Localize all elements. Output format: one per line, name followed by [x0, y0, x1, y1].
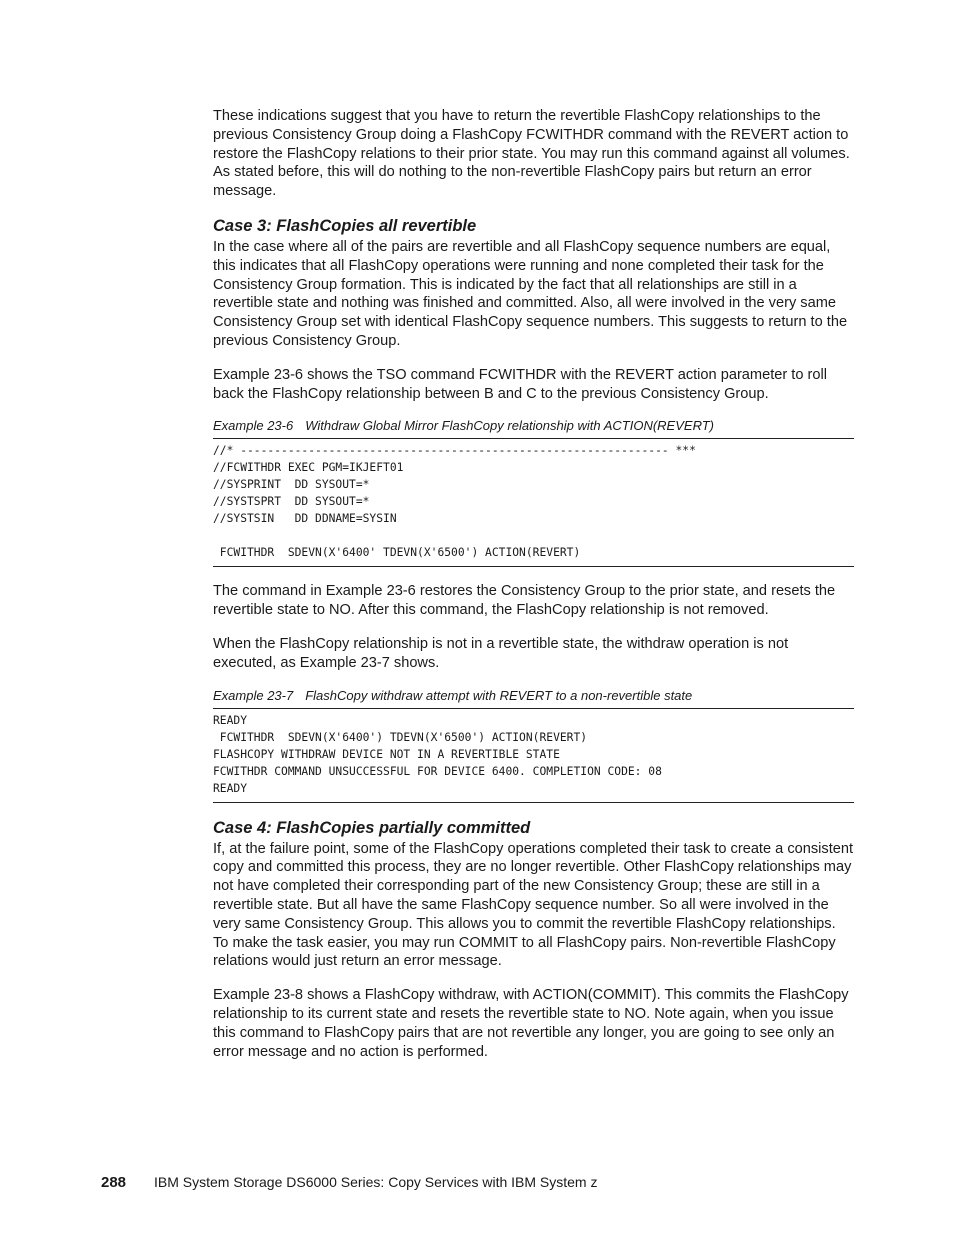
page-content [213, 107, 854, 1076]
page-number: 288 [101, 1174, 127, 1191]
paragraph: These indications suggest that you have to return the revertible FlashCopy relationships to the previous Consistency Group doing a FlashCopy FCWITHDR command with the REVERT action to restore the FlashCopy relations to their prior state. You may run this command against all volumes. As stated before, this will do nothing to the non-revertible FlashCopy pairs but return an error message. [213, 108, 850, 200]
code-line [213, 527, 854, 544]
example-caption-23-6 [213, 418, 854, 434]
paragraph: The command in Example 23-6 restores the Consistency Group to the prior state, and resets the revertible state to NO. After this command, the FlashCopy relationship is not removed. [213, 583, 836, 619]
code-line: //FCWITHDR EXEC PGM=IKJEFT01 [213, 461, 404, 475]
code-line: //SYSPRINT DD SYSOUT=* [213, 478, 370, 492]
paragraph: When the FlashCopy relationship is not in a revertible state, the withdraw operation is not executed, as Example 23-7 shows. [213, 635, 789, 671]
paragraph: If, at the failure point, some of the FlashCopy operations completed their task to create a consistent copy and committed this process, they are no longer revertible. Other FlashCopy relationships may not have completed their corresponding part of the new Consistency Group; these are still in a revertible state. But all have the same FlashCopy sequence number. So all were involved in the very same Consistency Group. This allows you to commit the revertible FlashCopy relationships. To make the task easier, you may run COMMIT to all FlashCopy pairs. Non-revertible FlashCopy relations would just return an error message. [213, 840, 854, 970]
code-block-23-6 [213, 438, 854, 567]
code-line: FCWITHDR SDEVN(X'6400' TDEVN(X'6500') ACTION(REVERT) [213, 546, 581, 560]
code-line: FCWITHDR SDEVN(X'6400') TDEVN(X'6500') ACTION(REVERT) [213, 730, 588, 744]
example-label: Example 23-6 [213, 418, 294, 434]
paragraph: Example 23-6 shows the TSO command FCWITHDR with the REVERT action parameter to roll back the FlashCopy relationship between B and C to the previous Consistency Group. [213, 366, 827, 402]
code-line: READY [213, 713, 248, 727]
book-title: IBM System Storage DS6000 Series: Copy Services with IBM System z [154, 1174, 598, 1190]
paragraph: Example 23-8 shows a FlashCopy withdraw, with ACTION(COMMIT). This commits the FlashCopy relationship to its current state and resets the revertible state to NO. Note again, when you issue this command to FlashCopy pairs that are not revertible any longer, you are going to see only an error message and no action is performed. [213, 987, 849, 1060]
code-block-23-7 [213, 708, 854, 803]
example-title: Withdraw Global Mirror FlashCopy relationship with ACTION(REVERT) [305, 418, 714, 434]
page-footer [101, 1173, 598, 1192]
code-line: READY [213, 781, 248, 795]
code-line: //* --------------------------------------------------------------- *** [213, 444, 696, 458]
code-line: //SYSTSPRT DD SYSOUT=* [213, 495, 370, 509]
paragraph: In the case where all of the pairs are revertible and all FlashCopy sequence numbers are equal, this indicates that all FlashCopy operations were running and none completed their task for the Consistency Group formation. This is indicated by the fact that all relationships are still in a revertible state and nothing was finished and committed. Also, all were involved in the very same Consistency Group set with identical FlashCopy sequence numbers. This suggests to return to the previous Consistency Group. [213, 238, 848, 349]
code-line: //SYSTSIN DD DDNAME=SYSIN [213, 512, 397, 526]
code-line: FCWITHDR COMMAND UNSUCCESSFUL FOR DEVICE 6400. COMPLETION CODE: 08 [213, 764, 662, 778]
section-heading-case-4: Case 4: FlashCopies partially committed [213, 818, 531, 837]
section-heading-case-3: Case 3: FlashCopies all revertible [213, 216, 477, 235]
code-line: FLASHCOPY WITHDRAW DEVICE NOT IN A REVERTIBLE STATE [213, 747, 560, 761]
example-label: Example 23-7 [213, 687, 294, 703]
example-title: FlashCopy withdraw attempt with REVERT to a non-revertible state [305, 687, 693, 703]
example-caption-23-7 [213, 688, 854, 704]
